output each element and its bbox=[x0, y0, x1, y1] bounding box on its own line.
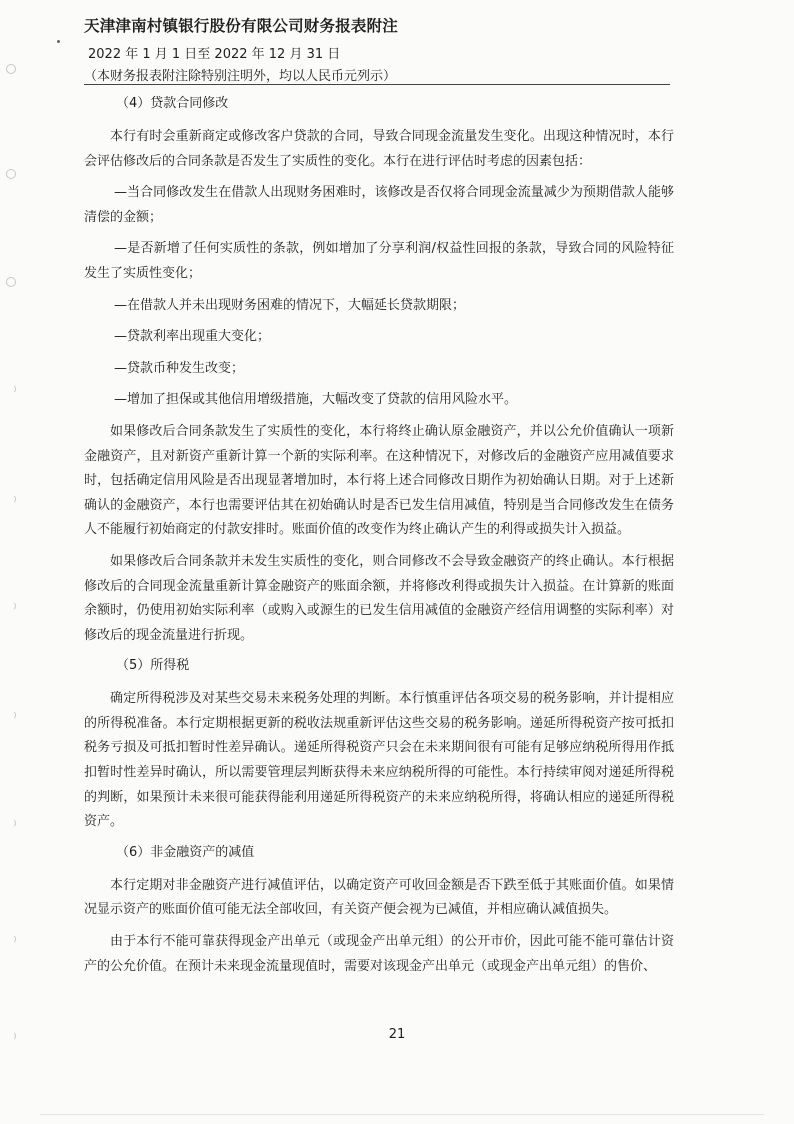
currency-note: （本财务报表附注除特别注明外，均以人民币元列示） bbox=[84, 69, 397, 84]
binding-hole-icon bbox=[6, 494, 16, 504]
binding-hole-icon bbox=[6, 710, 16, 720]
notes-body bbox=[84, 93, 674, 986]
binding-hole-icon bbox=[6, 934, 16, 944]
report-period: 2022 年 1 月 1 日至 2022 年 12 月 31 日 bbox=[88, 47, 341, 62]
paragraph: 如果修改后合同条款发生了实质性的变化，本行将终止确认原金融资产，并以公允价值确认一项新金融资产，且对新资产重新计算一个新的实际利率。在这种情况下，对修改后的金融资产应用减值要求时，包括确定信用风险是否出现显著增加时，本行将上述合同修改日期作为初始确认日期。对于上述新确认的金融资产，本行也需要评估其在初始确认时是否已发生信用减值，特别是当合同修改发生在债务人不能履行初始商定的付款安排时。账面价值的改变作为终止确认产生的利得或损失计入损益。 bbox=[84, 423, 674, 538]
paragraph: 由于本行不能可靠获得现金产出单元（或现金产出单元组）的公开市价，因此可能不能可靠估计资产的公允价值。在预计未来现金流量现值时，需要对该现金产出单元（或现金产出单元组）的售价、 bbox=[84, 934, 674, 974]
binding-hole-icon bbox=[6, 277, 16, 287]
binding-hole-icon bbox=[6, 64, 16, 74]
list-item: —在借款人并未出现财务困难的情况下，大幅延长贷款期限； bbox=[114, 297, 466, 313]
list-item: —当合同修改发生在借款人出现财务困难时，该修改是否仅将合同现金流量减少为预期借款人能够清偿的金额； bbox=[84, 185, 674, 225]
binding-hole-icon bbox=[6, 601, 16, 611]
paragraph: 确定所得税涉及对某些交易未来税务处理的判断。本行慎重评估各项交易的税务影响，并计提相应的所得税准备。本行定期根据更新的税收法规重新评估这些交易的税务影响。递延所得税资产按可抵扣税务亏损及可抵扣暂时性差异确认。递延所得税资产只会在未来期间很有可能有足够应纳税所得用作抵扣暂时性差异时确认，所以需要管理层判断获得未来应纳税所得的可能性。本行持续审阅对递延所得税的判断，如果预计未来很可能获得能利用递延所得税资产的未来应纳税所得，将确认相应的递延所得税资产。 bbox=[84, 691, 674, 830]
page-number: 21 bbox=[388, 1027, 406, 1042]
scan-edge-line bbox=[40, 1114, 764, 1115]
binding-hole-icon bbox=[6, 384, 16, 394]
report-title: 天津津南村镇银行股份有限公司财务报表附注 bbox=[84, 17, 399, 35]
list-item: —贷款利率出现重大变化； bbox=[114, 329, 271, 345]
section-heading-loan-modification: （4）贷款合同修改 bbox=[116, 96, 229, 111]
list-item: —是否新增了任何实质性的条款，例如增加了分享利润/权益性回报的条款，导致合同的风险特征发生了实质性变化； bbox=[84, 241, 674, 281]
binding-hole-icon bbox=[6, 169, 16, 179]
paragraph: 本行定期对非金融资产进行减值评估，以确定资产可收回金额是否下跌至低于其账面价值。如果情况显示资产的账面价值可能无法全部收回，有关资产便会视为已减值，并相应确认减值损失。 bbox=[84, 877, 674, 918]
list-item: —增加了担保或其他信用增级措施，大幅改变了贷款的信用风险水平。 bbox=[114, 392, 518, 408]
section-heading-income-tax: （5）所得税 bbox=[116, 658, 190, 674]
binding-hole-icon bbox=[6, 818, 16, 828]
scan-speck bbox=[57, 40, 60, 43]
section-heading-non-financial-asset-impairment: （6）非金融资产的减值 bbox=[116, 844, 255, 860]
list-item: —贷款币种发生改变； bbox=[114, 360, 245, 376]
paragraph: 如果修改后合同条款并未发生实质性的变化，则合同修改不会导致金融资产的终止确认。本行根据修改后的合同现金流量重新计算金融资产的账面余额，并将修改利得或损失计入损益。在计算新的账面余额时，仍使用初始实际利率（或购入或源生的已发生信用减值的金融资产经信用调整的实际利率）对修改后的现金流量进行折现。 bbox=[84, 553, 674, 643]
header-divider bbox=[84, 84, 670, 85]
paragraph: 本行有时会重新商定或修改客户贷款的合同，导致合同现金流量发生变化。出现这种情况时，本行会评估修改后的合同条款是否发生了实质性的变化。本行在进行评估时考虑的因素包括： bbox=[84, 129, 674, 169]
